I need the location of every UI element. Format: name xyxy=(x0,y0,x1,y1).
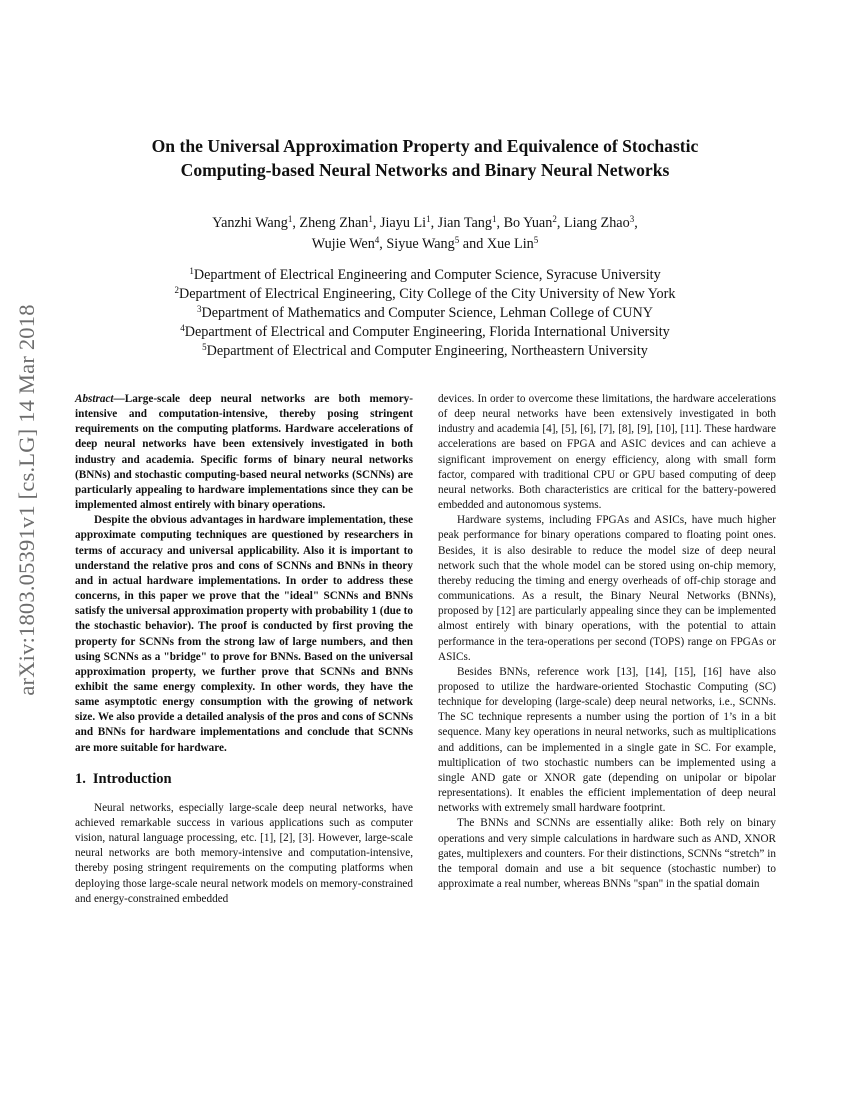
affiliation: $^5$Department of Electrical and Computer Engineering, Northeastern University xyxy=(202,342,648,359)
author-name: Zheng Zhan xyxy=(299,215,369,231)
right-column xyxy=(438,392,776,892)
author-name: Liang Zhao xyxy=(563,215,630,231)
body-paragraph: Hardware systems, including FPGAs and ASICs, have much higher peak performance for binary operations compared to floating point ones. Besides, it is also desirable to reduce the model size of deep neural network such that the whole model can be stored using on-chip memory, thereby reducing the timing and energy overheads of off-chip storage and communications. As a result, the Binary Neural Networks (BNNs), proposed by [12] are particularly appealing since they can be implemented almost entirely with binary operations, with the potential to attain performance in the tera-operations per second (TOPS) range on FPGAs or ASICs. xyxy=(438,514,776,663)
author-affiliation-mark: 1 xyxy=(368,214,373,224)
author-affiliation-mark: 1 xyxy=(426,214,431,224)
arxiv-identifier xyxy=(2,290,52,710)
author-affiliation-mark: 1 xyxy=(491,214,497,224)
body-paragraph: The BNNs and SCNNs are essentially alike: Both rely on binary operations and very simple calculations in hardware such as AND, XNOR gates, multiplexers and counters. For their distinctions, SCNNs “stretch” in the temporal domain and use a bit sequence (stochastic number) to approximate a real number, whereas BNNs "span" in the spatial domain xyxy=(438,817,776,890)
arxiv-identifier-text: arXiv:1803.05391v1 [cs.LG] 14 Mar 2018 xyxy=(14,304,39,696)
abstract xyxy=(75,392,413,756)
paper-title xyxy=(90,134,760,182)
affiliation-mark: 2 xyxy=(174,285,180,295)
author-name: Wujie Wen xyxy=(311,236,375,252)
paper-title-line-1: On the Universal Approximation Property and Equivalence of Stochastic xyxy=(151,136,699,156)
author-name: Xue Lin xyxy=(486,236,534,252)
affiliation-list xyxy=(90,266,760,361)
section-title: Introduction xyxy=(92,770,172,787)
affiliation: $^2$Department of Electrical Engineering, City College of the City University of New York xyxy=(174,285,676,302)
affiliation-mark: 5 xyxy=(202,342,207,352)
abstract-label: Abstract xyxy=(75,393,114,405)
author-name: Siyue Wang xyxy=(386,236,455,252)
author-list xyxy=(90,213,760,255)
body-paragraph: devices. In order to overcome these limitations, the hardware accelerations of deep neural networks have been extensively investigated in both industry and academia [4], [5], [6], [7], [8], [9], [10], [11]. These hardware accelerations are based on FPGA and ASIC devices and can achieve a significant improvement on energy efficiency, along with small form factor, compared with traditional CPU or GPU based computing of deep neural networks. Both characteristics are critical for the battery-powered embedded and autonomous systems. xyxy=(438,393,776,512)
author-affiliation-mark: 5 xyxy=(454,235,460,245)
paper-title-line-2: Computing-based Neural Networks and Binary Neural Networks xyxy=(180,160,670,180)
section-number: 1. xyxy=(75,770,86,787)
author-affiliation-mark: 5 xyxy=(533,235,539,245)
author-line-1: Yanzhi Wang$^1$, Zheng Zhan$^1$, Jiayu Li$^1$, Jian Tang$^1$, Bo Yuan$^2$, Liang Zhao$^3$, xyxy=(212,214,638,231)
abstract-paragraph-1: Abstract—Large-scale deep neural networks are both memory-intensive and computation-intensive, thereby posing stringent requirements on the computing platforms. Hardware accelerations of deep neural networks have been extensively investigated in both industry and academia. Specific forms of binary neural networks (BNNs) and stochastic computing-based neural networks (SCNNs) are particularly appealing to hardware implementations since they can be implemented almost entirely with binary operations. xyxy=(75,393,413,512)
affiliation-mark: 4 xyxy=(180,323,185,333)
left-column xyxy=(75,392,413,907)
author-affiliation-mark: 4 xyxy=(374,235,380,245)
author-affiliation-mark: 3 xyxy=(629,214,635,224)
author-name: Yanzhi Wang xyxy=(212,215,288,231)
author-affiliation-mark: 2 xyxy=(552,214,557,224)
section-heading-introduction xyxy=(75,770,413,788)
body-paragraph: Besides BNNs, reference work [13], [14], [15], [16] have also proposed to utilize the hardware-oriented Stochastic Computing (SC) technique for developing (large-scale) deep neural networks, i.e., SCNNs. The SC technique represents a number using the portion of 1’s in a bit sequence. Many key operations in neural networks, such as multiplications and additions, can be implemented in a single gate in SC. For example, multiplication of two stochastic numbers can be implemented using a single AND gate or XNOR gate (depending on unipolar or bipolar representations). It enables the efficient implementation of deep neural networks with extremely small hardware footprint. xyxy=(438,665,776,815)
affiliation-mark: 1 xyxy=(189,266,194,276)
author-name: Jiayu Li xyxy=(379,215,427,231)
body-paragraph: Neural networks, especially large-scale deep neural networks, have achieved remarkable success in various applications such as computer vision, natural language processing, etc. [1], [2], [3]. However, large-scale neural networks are both memory-intensive and computation-intensive, thereby posing stringent requirements on the computing platforms when deploying those large-scale neural network models on memory-constrained and energy-constrained embedded xyxy=(75,801,413,905)
affiliation: $^4$Department of Electrical and Computer Engineering, Florida International University xyxy=(180,323,670,340)
abstract-paragraph-2: Despite the obvious advantages in hardware implementation, these approximate computing techniques are questioned by researchers in terms of accuracy and universal applicability. Also it is important to understand the relative pros and cons of SCNNs and BNNs in theory and in actual hardware implementations. In order to address these concerns, in this paper we prove that the "ideal" SCNNs and BNNs satisfy the universal approximation property with probability 1 (due to the stochastic behavior). The proof is conducted by first proving the property for SCNNs from the strong law of large numbers, and then using SCNNs as a "bridge" to prove for BNNs. Based on the universal approximation property, we further prove that SCNNs and BNNs exhibit the same energy complexity. In other words, they have the same asymptotic energy consumption with the growing of network size. We also provide a detailed analysis of the pros and cons of SCNNs and BNNs for hardware implementations and conclude that SCNNs are more suitable for hardware. xyxy=(75,514,413,754)
affiliation: $^3$Department of Mathematics and Computer Science, Lehman College of CUNY xyxy=(196,304,653,321)
author-name: Bo Yuan xyxy=(503,215,553,231)
author-name: Jian Tang xyxy=(437,215,492,231)
author-line-2: Wujie Wen$^4$, Siyue Wang$^5$ and Xue Lin$^5$ xyxy=(311,235,539,252)
author-affiliation-mark: 1 xyxy=(287,214,293,224)
affiliation-mark: 3 xyxy=(196,304,202,314)
affiliation: $^1$Department of Electrical Engineering and Computer Science, Syracuse University xyxy=(189,266,661,283)
